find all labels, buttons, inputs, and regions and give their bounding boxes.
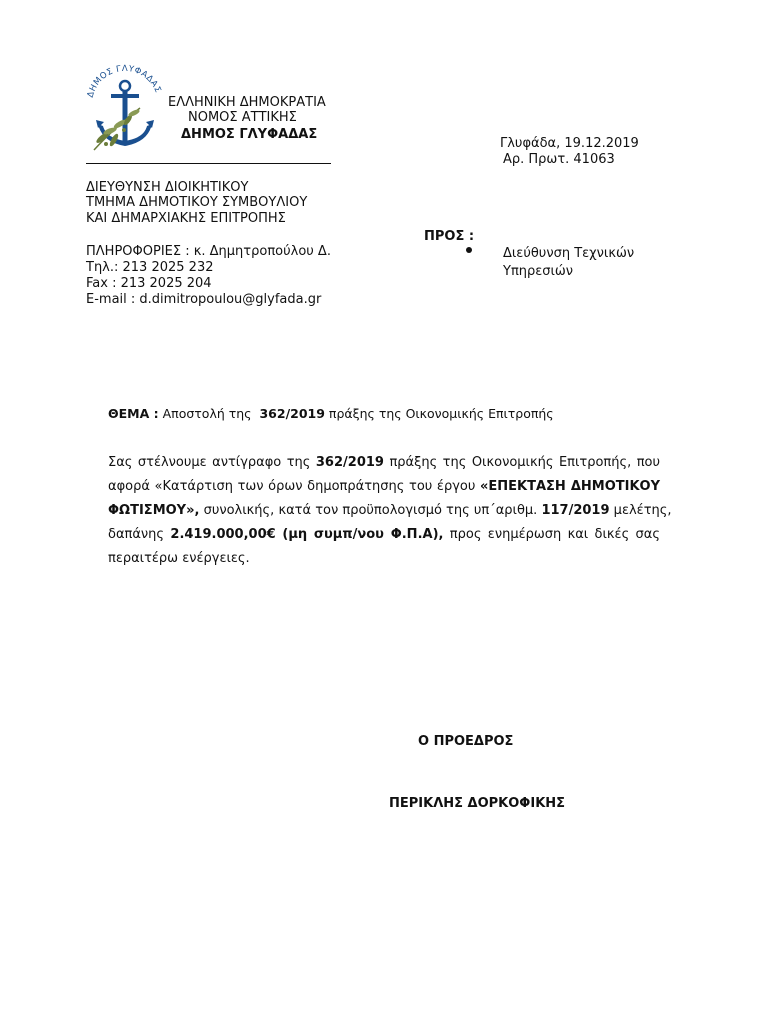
contact-email: E-mail : d.dimitropoulou@glyfada.gr	[86, 292, 322, 307]
document-date: Γλυφάδα, 19.12.2019	[500, 136, 639, 151]
recipient-label: ΠΡΟΣ :	[424, 229, 475, 244]
body-l4-amount: 2.419.000,00€ (μη συμπ/νου Φ.Π.Α),	[170, 527, 444, 542]
body-line-3	[108, 503, 672, 519]
body-line-4	[108, 527, 660, 543]
bullet-icon	[466, 247, 472, 253]
body-l4-c: προς ενημέρωση και δικές σας	[449, 527, 660, 542]
contact-tel: Τηλ.: 213 2025 232	[86, 260, 214, 275]
recipient-line-1: Διεύθυνση Τεχνικών	[503, 246, 635, 261]
recipient-line-2: Υπηρεσιών	[503, 264, 574, 279]
body-l1-number: 362/2019	[315, 455, 384, 470]
contact-info: ΠΛΗΡΟΦΟΡΙΕΣ : κ. Δημητροπούλου Δ.	[86, 244, 331, 259]
org-line-municipality: ΔΗΜΟΣ ΓΛΥΦΑΔΑΣ	[181, 127, 318, 142]
signature-name: ΠΕΡΙΚΛΗΣ ΔΟΡΚΟΦΙΚΗΣ	[389, 796, 566, 811]
signature-title: Ο ΠΡΟΕΔΡΟΣ	[418, 734, 514, 749]
subject-label: ΘΕΜΑ :	[108, 406, 159, 421]
header-divider	[86, 163, 331, 164]
body-l1-c: πράξης της Οικονομικής Επιτροπής, που	[389, 455, 660, 470]
subject-line	[108, 406, 554, 422]
anchor-emblem-icon	[84, 58, 166, 158]
subject-number: 362/2019	[259, 406, 325, 421]
body-l3-study: 117/2019	[541, 503, 610, 518]
body-line-5: περαιτέρω ενέργειες.	[108, 551, 250, 566]
body-l2-a: αφορά «Κατάρτιση των όρων δημοπράτησης του έργου	[108, 479, 476, 494]
logo-ring-text: ΔΗΜΟΣ ΓΛΥΦΑΔΑΣ	[85, 63, 163, 99]
body-l3-d: μελέτης,	[613, 503, 672, 518]
body-l3-b: συνολικής, κατά τον προϋπολογισμό της υπ΄αριθμ.	[203, 503, 538, 518]
protocol-number: Αρ. Πρωτ. 41063	[503, 152, 615, 167]
org-line-prefecture: ΝΟΜΟΣ ΑΤΤΙΚΗΣ	[188, 110, 297, 125]
contact-fax: Fax : 213 2025 204	[86, 276, 212, 291]
body-l1-a: Σας στέλνουμε αντίγραφο της	[108, 455, 311, 470]
body-l3-project: ΦΩΤΙΣΜΟΥ»,	[108, 503, 200, 518]
body-l4-a: δαπάνης	[108, 527, 165, 542]
department-line-3: ΚΑΙ ΔΗΜΑΡΧΙΑΚΗΣ ΕΠΙΤΡΟΠΗΣ	[86, 211, 286, 226]
subject-text-after: πράξης της Οικονομικής Επιτροπής	[328, 406, 554, 421]
department-line-1: ΔΙΕΥΘΥΝΣΗ ΔΙΟΙΚΗΤΙΚΟΥ	[86, 180, 249, 195]
municipality-logo	[84, 58, 166, 158]
body-l2-project: «ΕΠΕΚΤΑΣΗ ΔΗΜΟΤΙΚΟΥ	[480, 479, 660, 494]
org-line-republic: ΕΛΛΗΝΙΚΗ ΔΗΜΟΚΡΑΤΙΑ	[168, 95, 326, 110]
subject-text-before: Αποστολή της	[162, 406, 252, 421]
body-line-1	[108, 455, 660, 471]
body-line-2	[108, 479, 660, 495]
department-line-2: ΤΜΗΜΑ ΔΗΜΟΤΙΚΟΥ ΣΥΜΒΟΥΛΙΟΥ	[86, 195, 308, 210]
